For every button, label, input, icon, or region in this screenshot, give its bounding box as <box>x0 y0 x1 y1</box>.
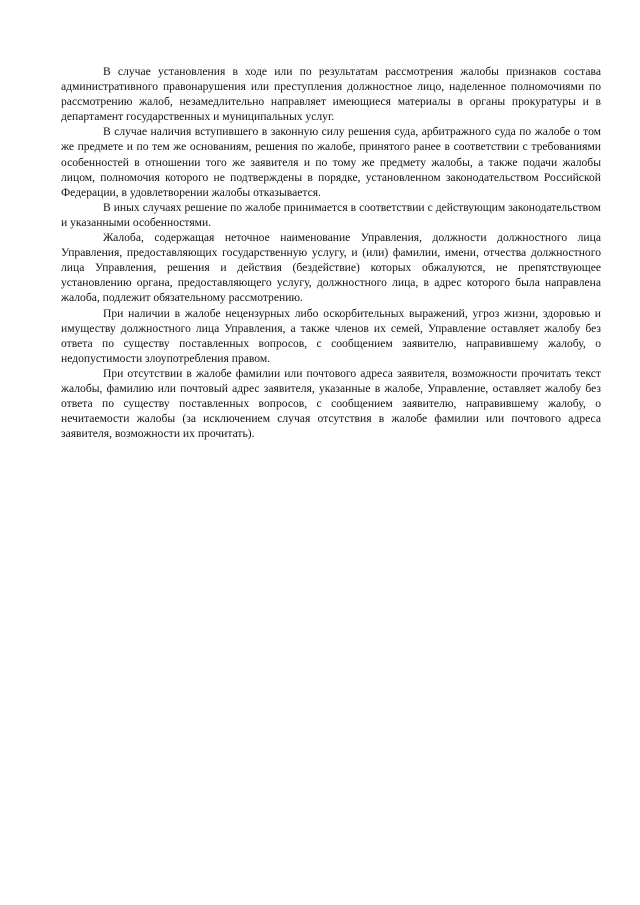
paragraph-3: В иных случаях решение по жалобе принимается в соответствии с действующим законодательством и указанными особенностями. <box>61 200 601 229</box>
paragraph-4: Жалоба, содержащая неточное наименование Управления, должности должностного лица Управления, предоставляющих государственную услугу, и (или) фамилии, имени, отчества должностного лица Управления, решения и действия (бездействие) которых обжалуются, не препятствующее установлению органа, предоставляющего услугу, должностного лица, в адрес которого была направлена жалоба, подлежит обязательному рассмотрению. <box>61 231 601 305</box>
paragraph-2: В случае наличия вступившего в законную силу решения суда, арбитражного суда по жалобе о том же предмете и по тем же основаниям, решения по жалобе, принятого ранее в соответствии с требованиями особенностей в отношении того же заявителя и по тому же предмету жалобы, а также подачи жалобы лицом, полномочия которого не подтверждены в порядке, установленном законодательством Российской Федерации, в удовлетворении жалобы отказывается. <box>61 125 601 199</box>
paragraph-5: При наличии в жалобе нецензурных либо оскорбительных выражений, угроз жизни, здоровью и имуществу должностного лица Управления, а также членов их семей, Управление оставляет жалобу без ответа по существу поставленных вопросов, с сообщением заявителю, направившему жалобу, о недопустимости злоупотребления правом. <box>61 306 601 365</box>
document-body <box>61 64 601 441</box>
paragraph-6: При отсутствии в жалобе фамилии или почтового адреса заявителя, возможности прочитать текст жалобы, фамилию или почтовый адрес заявителя, указанные в жалобе, Управление, оставляет жалобу без ответа по существу поставленных вопросов, с сообщением заявителю, направившему жалобу, о нечитаемости жалобы (за исключением случая отсутствия в жалобе фамилии или почтового адреса заявителя, возможности их прочитать). <box>61 366 601 441</box>
paragraph-1: В случае установления в ходе или по результатам рассмотрения жалобы признаков состава административного правонарушения или преступления должностное лицо, наделенное полномочиями по рассмотрению жалоб, незамедлительно направляет имеющиеся материалы в органы прокуратуры и в департамент государственных и муниципальных услуг. <box>61 65 601 124</box>
